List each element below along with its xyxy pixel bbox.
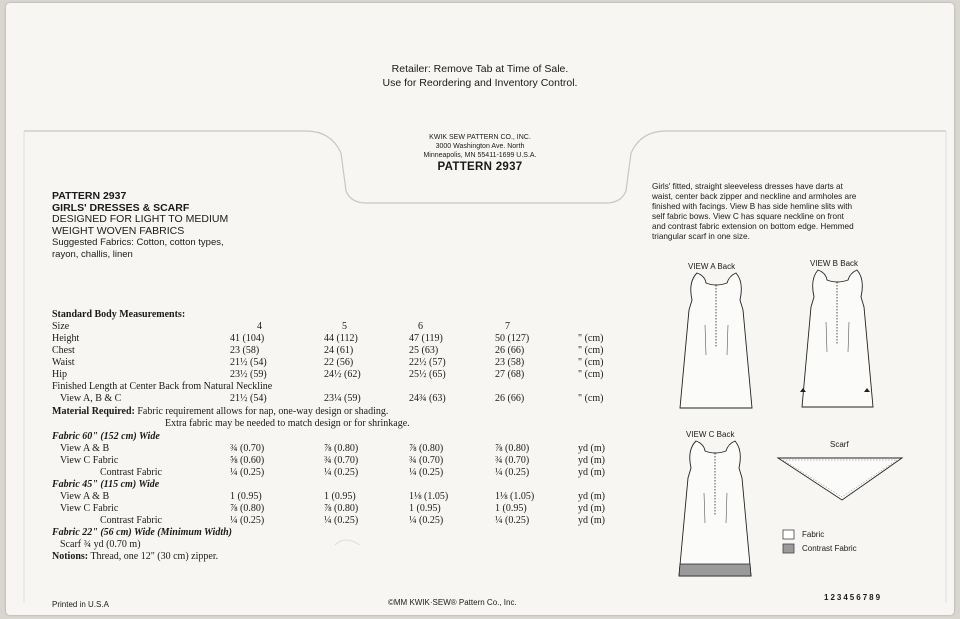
description-line: Girls' fitted, straight sleeveless dresses have darts at: [652, 182, 843, 191]
size-4-value: ⅞ (0.80): [230, 503, 265, 514]
company-street: 3000 Washington Ave. North: [435, 143, 525, 150]
designed-for-line1: DESIGNED FOR LIGHT TO MEDIUM: [52, 213, 229, 225]
size-6-value: 1 (0.95): [409, 503, 441, 514]
size-7-value: 7: [505, 321, 510, 332]
row-label: Hip: [52, 369, 67, 380]
row-label: Chest: [52, 345, 75, 356]
row-label: Height: [52, 333, 80, 344]
description-line: waist, center back zipper and neckline and armholes are: [652, 192, 857, 201]
unit: " (cm): [578, 345, 604, 356]
pattern-title: GIRLS' DRESSES & SCARF: [52, 201, 190, 214]
size-4-value: 23 (58): [230, 345, 260, 356]
description-line: finished with facings. View B has side hemline slits with: [652, 202, 853, 211]
unit: yd (m): [578, 503, 605, 514]
size-6-value: ¾ (0.70): [409, 455, 444, 466]
size-6-value: ¼ (0.25): [409, 467, 444, 478]
size-4-value: 4: [257, 321, 262, 332]
scarf-requirement: Scarf ¾ yd (0.70 m): [60, 539, 141, 550]
size-5-value: ¼ (0.25): [324, 515, 359, 526]
address-pattern-number: PATTERN 2937: [437, 161, 523, 173]
view-b-dress-illustration: [800, 270, 873, 407]
size-4-value: ⅝ (0.60): [230, 455, 265, 466]
material-text-line2: Extra fabric may be needed to match design or for shrinkage.: [165, 418, 410, 429]
unit: yd (m): [578, 455, 605, 466]
scarf-illustration: [778, 458, 902, 500]
unit: " (cm): [578, 333, 604, 344]
size-6-value: 24¾ (63): [409, 393, 446, 404]
retailer-note-line1: Retailer: Remove Tab at Time of Sale.: [391, 63, 569, 75]
company-city: Minneapolis, MN 55411-1699 U.S.A.: [423, 152, 537, 159]
row-label: View A, B & C: [60, 393, 122, 404]
view-c-label: VIEW C Back: [686, 430, 735, 439]
size-5-value: 5: [342, 321, 347, 332]
row-label: View C Fabric: [60, 455, 119, 466]
size-4-value: 1 (0.95): [230, 491, 262, 502]
row-label: Contrast Fabric: [100, 515, 162, 526]
fabric-22-heading: Fabric 22" (56 cm) Wide (Minimum Width): [52, 527, 233, 538]
notions-label: Notions:: [52, 551, 89, 562]
row-label: View A & B: [60, 443, 110, 454]
unit: " (cm): [578, 357, 604, 368]
description-line: triangular scarf in one size.: [652, 232, 750, 241]
fabric-45-heading: Fabric 45" (115 cm) Wide: [52, 479, 160, 490]
description-line: and contrast fabric extension on bottom edge. Hemmed: [652, 222, 854, 231]
row-label: Contrast Fabric: [100, 467, 162, 478]
size-6-value: 47 (119): [409, 333, 443, 344]
legend-fabric-label: Fabric: [802, 530, 825, 539]
finished-length-heading: Finished Length at Center Back from Natural Neckline: [52, 381, 273, 392]
size-7-value: ⅞ (0.80): [495, 443, 530, 454]
size-6-value: 1⅛ (1.05): [409, 491, 449, 502]
size-5-value: ⅞ (0.80): [324, 503, 359, 514]
copyright: ©MM KWIK·SEW® Pattern Co., Inc.: [388, 598, 517, 607]
unit: " (cm): [578, 369, 604, 380]
view-a-dress-illustration: [680, 273, 752, 408]
size-7-value: 26 (66): [495, 345, 525, 356]
size-7-value: 27 (68): [495, 369, 525, 380]
size-4-value: 41 (104): [230, 333, 265, 344]
size-5-value: ⅞ (0.80): [324, 443, 359, 454]
legend-contrast-label: Contrast Fabric: [802, 544, 857, 553]
fabric-60-heading: Fabric 60" (152 cm) Wide: [52, 431, 160, 442]
material-text: Fabric requirement allows for nap, one-way design or shading.: [137, 406, 389, 417]
designed-for-line2: WEIGHT WOVEN FABRICS: [52, 224, 185, 237]
size-7-value: 26 (66): [495, 393, 525, 404]
row-label: View A & B: [60, 491, 110, 502]
material-label: Material Required:: [52, 406, 135, 417]
row-label: Size: [52, 321, 70, 332]
unit: yd (m): [578, 467, 605, 478]
retailer-note-line2: Use for Reordering and Inventory Control.: [382, 77, 578, 89]
size-5-value: 44 (112): [324, 333, 358, 344]
size-7-value: 23 (58): [495, 357, 525, 368]
size-5-value: 1 (0.95): [324, 491, 356, 502]
size-6-value: 6: [418, 321, 423, 332]
notions-text: Thread, one 12" (30 cm) zipper.: [90, 551, 219, 562]
size-4-value: ¼ (0.25): [230, 467, 265, 478]
size-7-value: ¼ (0.25): [495, 515, 530, 526]
unit: " (cm): [578, 393, 604, 404]
size-7-value: 1⅛ (1.05): [495, 491, 535, 502]
size-6-value: 25½ (65): [409, 369, 446, 380]
row-label: Waist: [52, 357, 75, 368]
size-4-value: 21½ (54): [230, 393, 267, 404]
size-7-value: ¾ (0.70): [495, 455, 530, 466]
suggested-fabrics-line1: Suggested Fabrics: Cotton, cotton types,: [52, 237, 224, 248]
size-5-value: 22 (56): [324, 357, 354, 368]
barcode-digits: 123456789: [824, 593, 883, 602]
view-b-label: VIEW B Back: [810, 259, 859, 268]
size-4-value: 23½ (59): [230, 369, 267, 380]
size-5-value: ¼ (0.25): [324, 467, 359, 478]
legend-contrast-swatch: [783, 544, 794, 553]
suggested-fabrics-line2: rayon, challis, linen: [52, 248, 133, 260]
size-5-value: 24½ (62): [324, 369, 361, 380]
row-label: View C Fabric: [60, 503, 119, 514]
size-6-value: 22½ (57): [409, 357, 446, 368]
pattern-number: PATTERN 2937: [52, 190, 127, 202]
printed-in: Printed in U.S.A: [52, 600, 109, 609]
view-a-label: VIEW A Back: [688, 262, 736, 271]
size-5-value: ¾ (0.70): [324, 455, 359, 466]
size-4-value: ¼ (0.25): [230, 515, 265, 526]
size-4-value: ¾ (0.70): [230, 443, 265, 454]
size-5-value: 24 (61): [324, 345, 354, 356]
measurements-heading: Standard Body Measurements:: [52, 309, 186, 320]
unit: yd (m): [578, 515, 605, 526]
size-7-value: 50 (127): [495, 333, 530, 344]
legend-fabric-swatch: [783, 530, 794, 539]
size-6-value: ¼ (0.25): [409, 515, 444, 526]
description-line: self fabric bows. View C has square neckline on front: [652, 212, 844, 221]
scarf-label: Scarf: [830, 440, 849, 449]
size-4-value: 21½ (54): [230, 357, 267, 368]
size-7-value: ¼ (0.25): [495, 467, 530, 478]
size-6-value: ⅞ (0.80): [409, 443, 444, 454]
size-7-value: 1 (0.95): [495, 503, 527, 514]
unit: yd (m): [578, 491, 605, 502]
size-6-value: 25 (63): [409, 345, 439, 356]
company-name: KWIK SEW PATTERN CO., INC.: [429, 134, 531, 141]
unit: yd (m): [578, 443, 605, 454]
view-c-dress-illustration: [679, 441, 751, 576]
size-5-value: 23¼ (59): [324, 393, 361, 404]
